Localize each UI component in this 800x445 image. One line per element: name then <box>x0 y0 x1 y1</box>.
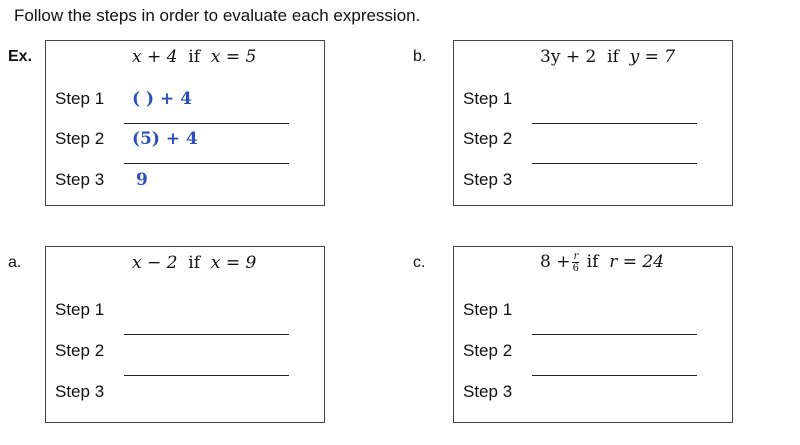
problem-label-b: b. <box>413 48 427 65</box>
fraction-r-over-6: $\frac{r}{6}$ <box>572 251 580 274</box>
problem-label-c: c. <box>413 254 426 271</box>
problem-label-a: a. <box>8 254 22 271</box>
expression-c: 8 + $\frac{r}{6}$ if r = 24 <box>540 251 665 274</box>
step-2-label: Step 2 <box>55 341 105 360</box>
answer-step-2: (5) + 4 <box>132 129 198 149</box>
problem-box-a <box>45 246 325 423</box>
expression-ex: x + 4 if x = 5 <box>132 47 257 67</box>
answer-line-2[interactable] <box>124 375 289 376</box>
answer-step-1: ( ) + 4 <box>132 89 192 109</box>
step-1-label: Step 1 <box>55 300 105 319</box>
answer-line-1[interactable] <box>532 334 697 335</box>
step-2-label: Step 2 <box>463 341 513 360</box>
problem-box-c <box>453 246 733 423</box>
instructions: Follow the steps in order to evaluate each expression. <box>14 6 421 25</box>
answer-line-1[interactable] <box>124 334 289 335</box>
expression-a: x − 2 if x = 9 <box>132 253 257 273</box>
step-3-label: Step 3 <box>463 382 513 401</box>
problem-label-ex: Ex. <box>8 48 33 65</box>
answer-line-2[interactable] <box>532 163 697 164</box>
expression-b: 3y + 2 if y = 7 <box>540 47 676 67</box>
step-3-label: Step 3 <box>55 382 105 401</box>
answer-line-1[interactable] <box>532 123 697 124</box>
step-3-label: Step 3 <box>463 170 513 189</box>
step-1-label: Step 1 <box>55 89 105 108</box>
step-2-label: Step 2 <box>55 129 105 148</box>
answer-step-3: 9 <box>136 170 148 190</box>
problem-box-ex <box>45 40 325 206</box>
answer-line-1 <box>124 123 289 124</box>
step-3-label: Step 3 <box>55 170 105 189</box>
answer-line-2[interactable] <box>532 375 697 376</box>
step-1-label: Step 1 <box>463 89 513 108</box>
answer-line-2 <box>124 163 289 164</box>
step-2-label: Step 2 <box>463 129 513 148</box>
step-1-label: Step 1 <box>463 300 513 319</box>
problem-box-b <box>453 40 733 206</box>
